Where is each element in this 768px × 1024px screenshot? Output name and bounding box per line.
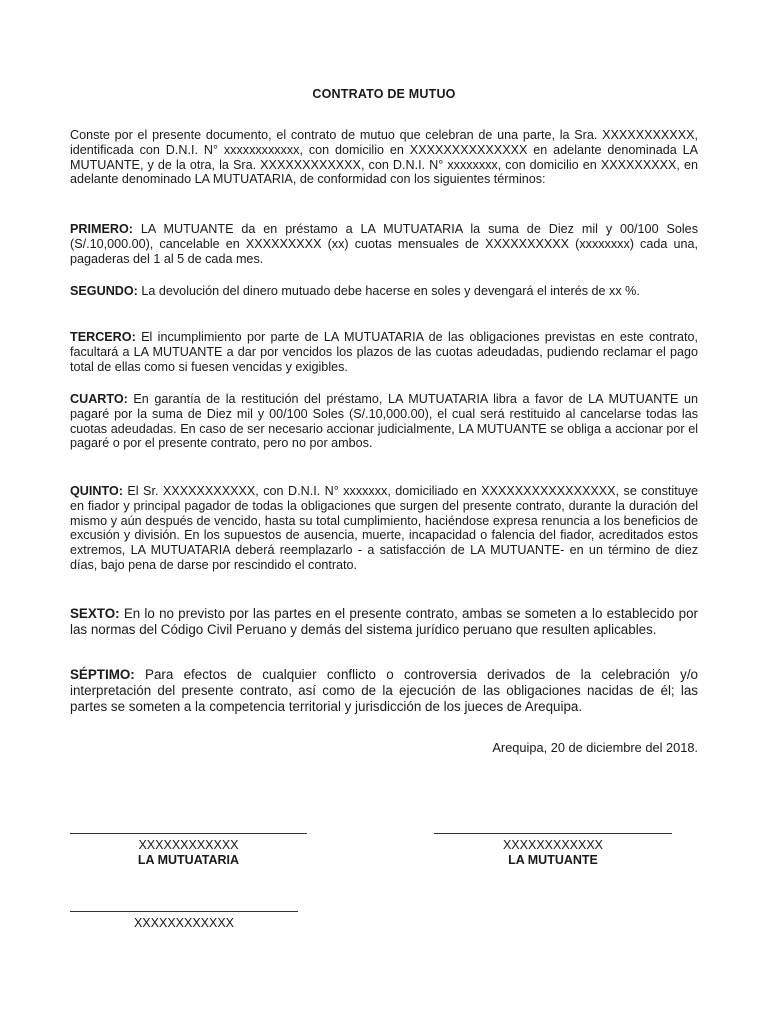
- clause-label: SEGUNDO:: [70, 284, 138, 298]
- signatory-name: XXXXXXXXXXXX: [133, 916, 235, 930]
- clause-label: SEXTO:: [70, 606, 120, 621]
- signature-line: [70, 911, 298, 912]
- clause-text: LA MUTUANTE da en préstamo a LA MUTUATARIA la suma de Diez mil y 00/100 Soles (S/.10,000.00), cancelable en XXXXXXXXX (xx) cuotas mensuales de XXXXXXXXXX (xxxxxxxx) cada una, pagaderas del 1 al 5 de cada mes.: [70, 222, 698, 266]
- clause-label: PRIMERO:: [70, 222, 133, 236]
- signatory-role: LA MUTUANTE: [508, 853, 598, 867]
- signatory-name: XXXXXXXXXXXX: [138, 838, 239, 852]
- signature-block-fiador: [70, 911, 298, 931]
- clause-primero: [70, 222, 698, 266]
- signatory-role: LA MUTUATARIA: [137, 853, 240, 867]
- signing-date: Arequipa, 20 de diciembre del 2018.: [492, 740, 698, 755]
- clause-label: TERCERO:: [70, 330, 136, 344]
- contract-page: [70, 0, 698, 1024]
- clause-quinto: [70, 484, 698, 573]
- clause-text: El incumplimiento por parte de LA MUTUATARIA de las obligaciones previstas en este contrato, facultará a LA MUTUANTE a dar por vencidos los plazos de las cuotas adeudadas, pudiendo reclamar el pago total de ellas como si fuesen vencidas y exigibles.: [70, 330, 698, 374]
- signature-block-mutuante: [434, 833, 672, 868]
- clause-text: La devolución del dinero mutuado debe hacerse en soles y devengará el interés de xx %.: [137, 284, 640, 298]
- clause-segundo: [70, 284, 698, 299]
- signature-line: [434, 833, 672, 834]
- clause-tercero: [70, 330, 698, 374]
- document-title: CONTRATO DE MUTUO: [312, 87, 456, 101]
- intro-paragraph: Conste por el presente documento, el contrato de mutuo que celebran de una parte, la Sra. XXXXXXXXXXX, identificada con D.N.I. N° xxxxxxxxxxxx, con domicilio en XXXXXXXXXXXXXX en adelante denominada LA MUTUANTE, y de la otra, la Sra. XXXXXXXXXXXX, con D.N.I. N° xxxxxxxx, con domicilio en XXXXXXXXX, en adelante denominado LA MUTUATARIA, de conformidad con los siguientes términos:: [70, 128, 698, 187]
- signature-line: [70, 833, 307, 834]
- clause-text: El Sr. XXXXXXXXXXX, con D.N.I. N° xxxxxxx, domiciliado en XXXXXXXXXXXXXXXX, se constituye en fiador y principal pagador de todas la obligaciones que surgen del presente contrato, durante la duración del mismo y aún después de vencido, hasta su total cumplimiento, haciéndose expresa renuncia a los beneficios de excusión y división. En los supuestos de ausencia, muerte, incapacidad o falencia del fiador, acreditados estos extremos, LA MUTUATARIA deberá reemplazarlo - a satisfacción de LA MUTUANTE- en un término de diez días, bajo pena de darse por rescindido el contrato.: [70, 484, 698, 572]
- clause-label: CUARTO:: [70, 392, 128, 406]
- clause-cuarto: [70, 392, 698, 451]
- clause-text: En garantía de la restitución del préstamo, LA MUTUATARIA libra a favor de LA MUTUANTE un pagaré por la suma de Diez mil y 00/100 Soles (S/.10,000.00), el cual será restituido al cancelarse todas las cuotas adeudadas. En caso de ser necesario accionar judicialmente, LA MUTUANTE se obliga a accionar por el pagaré o por el presente contrato, pero no por ambos.: [70, 392, 698, 451]
- signatory-name: XXXXXXXXXXXX: [502, 838, 604, 852]
- clause-label: SÉPTIMO:: [70, 667, 135, 682]
- signature-block-mutuataria: [70, 833, 307, 868]
- clause-label: QUINTO:: [70, 484, 123, 498]
- clause-text: Para efectos de cualquier conflicto o controversia derivados de la celebración y/o interpretación del presente contrato, así como de la ejecución de las obligaciones nacidas de él; las partes se someten a la competencia territorial y jurisdicción de los jueces de Arequipa.: [70, 667, 698, 714]
- clause-septimo: [70, 667, 698, 715]
- clause-sexto: [70, 606, 698, 638]
- clause-text: En lo no previsto por las partes en el presente contrato, ambas se someten a lo establecido por las normas del Código Civil Peruano y demás del sistema jurídico peruano que resulten aplicables.: [70, 606, 698, 637]
